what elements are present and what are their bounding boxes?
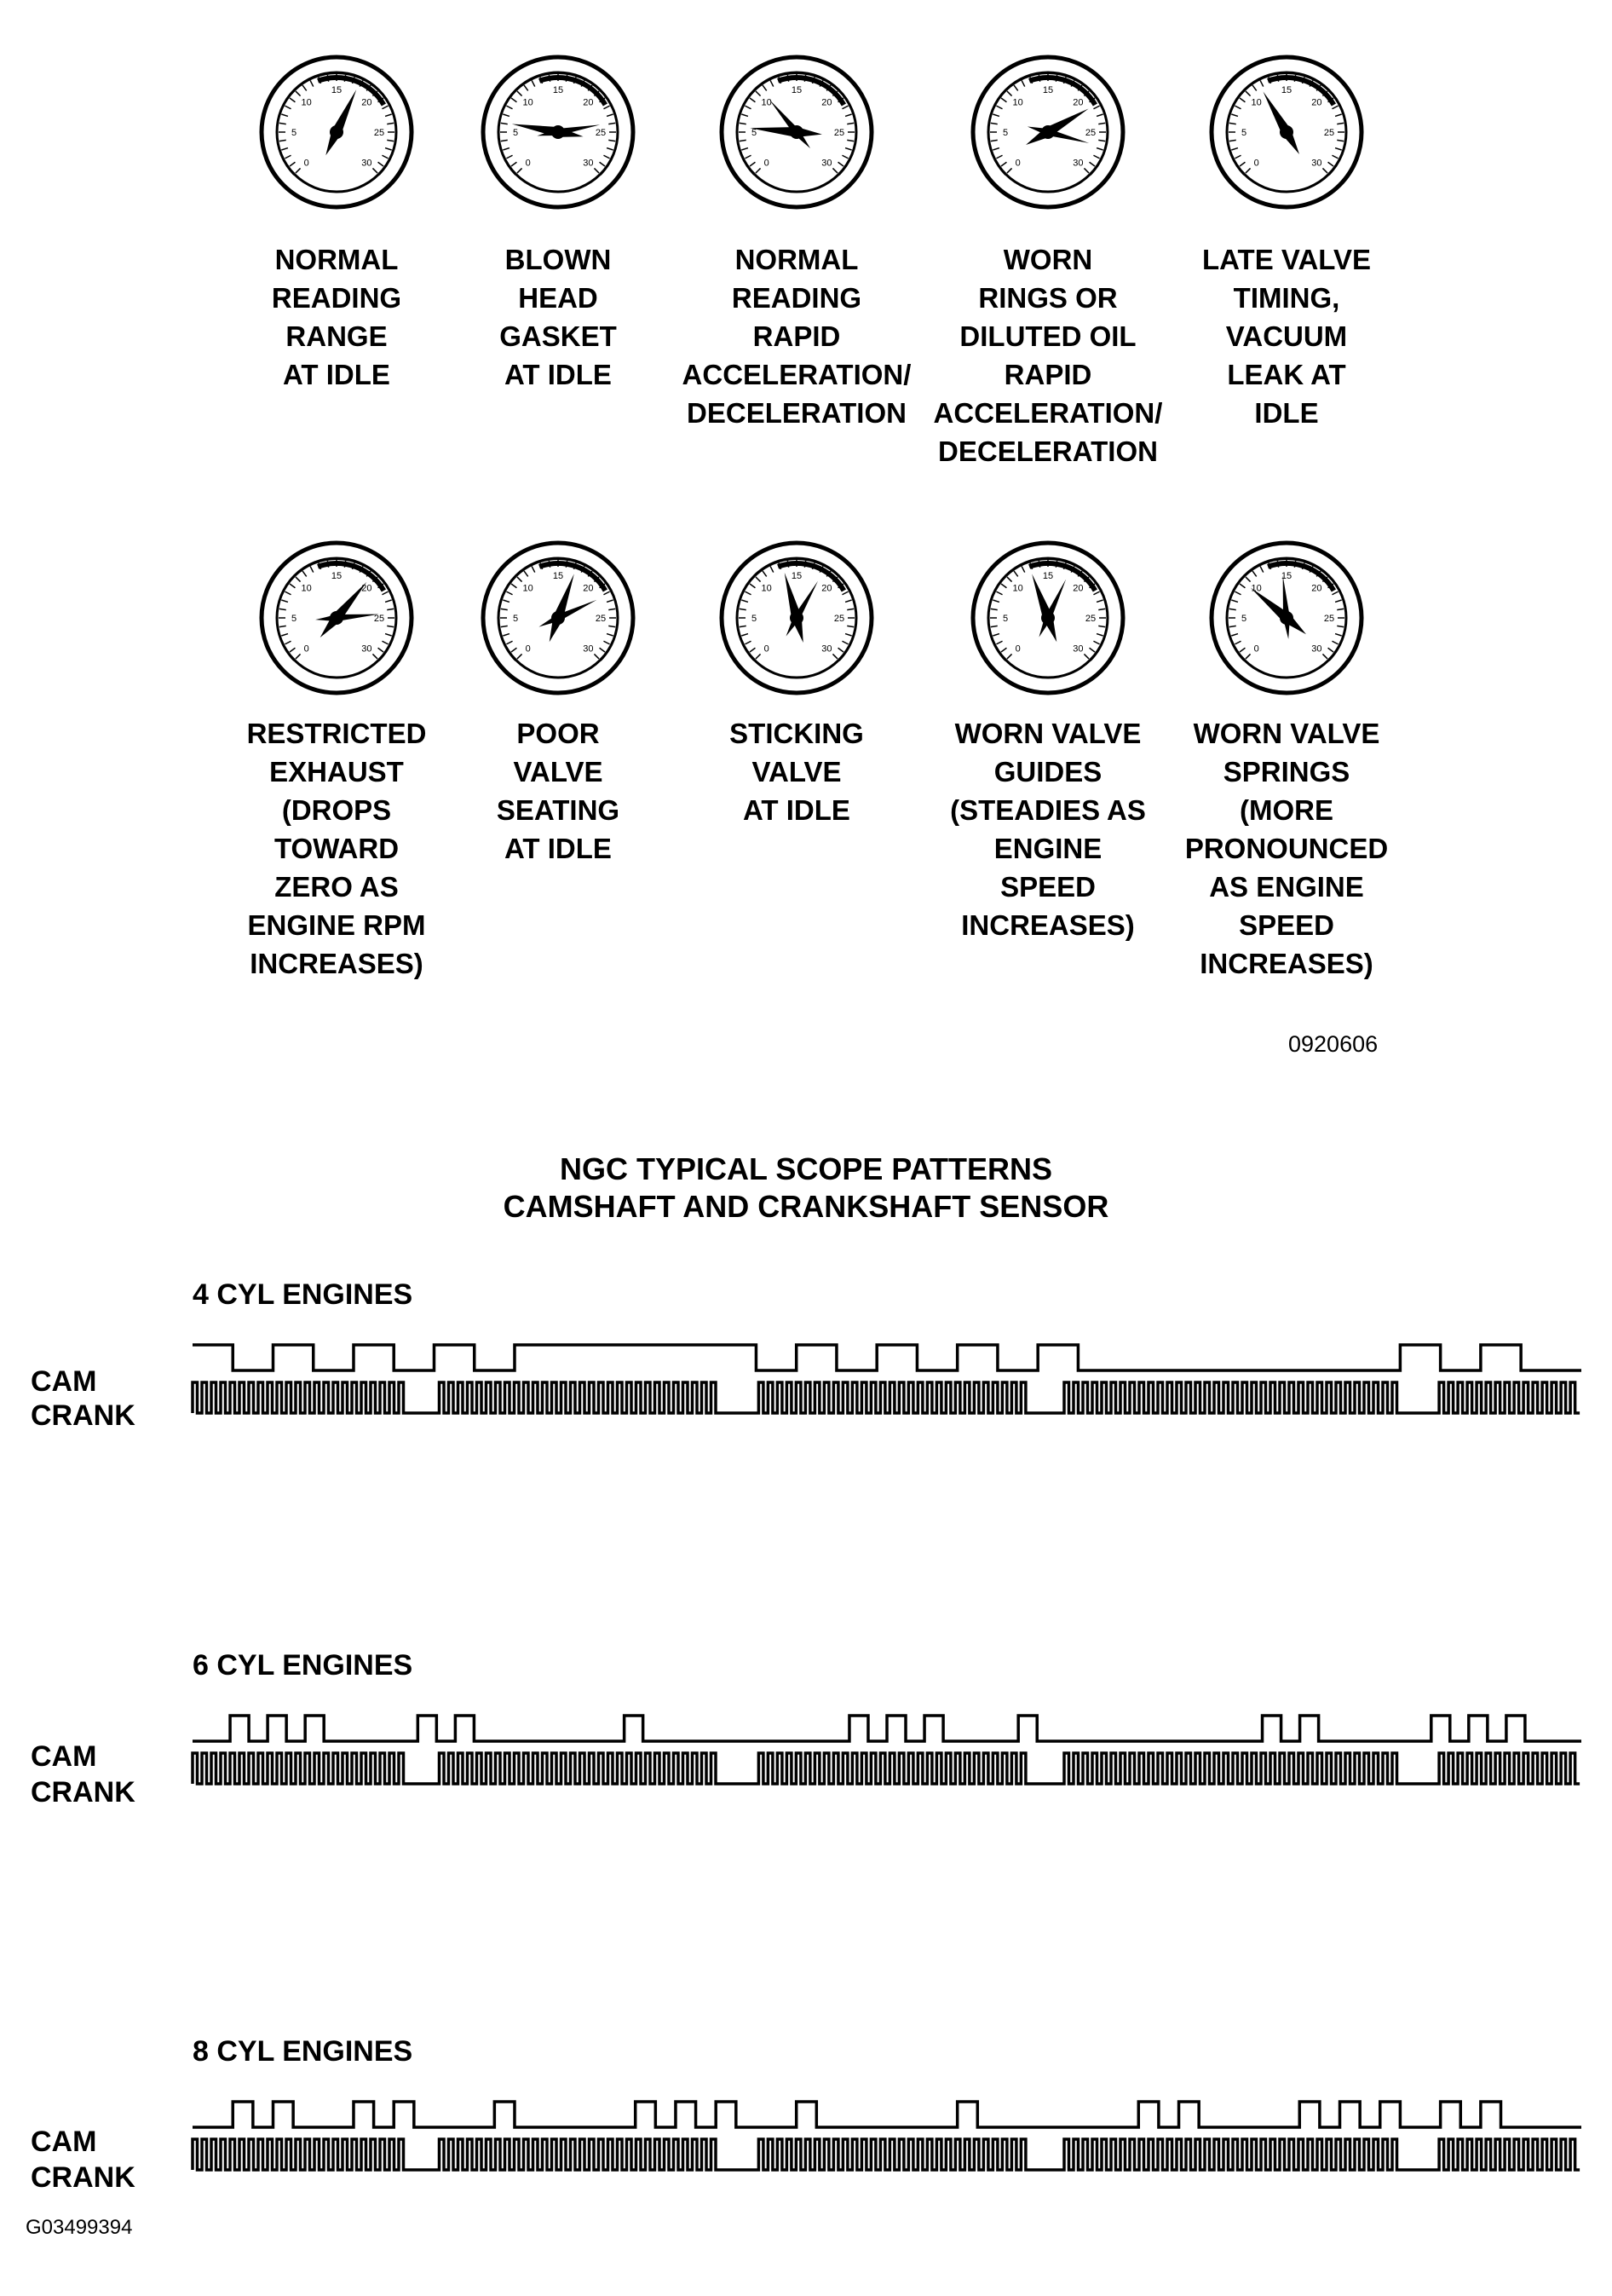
svg-text:25: 25 bbox=[833, 614, 845, 624]
gauge-caption: NORMAL READING RAPID ACCELERATION/ DECELERATION bbox=[682, 244, 912, 429]
gauge-caption: WORN VALVE GUIDES (STEADIES AS ENGINE SPEED INCREASES) bbox=[950, 718, 1146, 941]
section-title-6cyl: 6 CYL ENGINES bbox=[193, 1649, 413, 1682]
svg-text:25: 25 bbox=[373, 614, 385, 624]
svg-text:25: 25 bbox=[1085, 614, 1097, 624]
cam-waveform-8cyl bbox=[193, 2102, 1581, 2127]
svg-text:0: 0 bbox=[763, 158, 769, 169]
svg-text:5: 5 bbox=[1002, 614, 1009, 624]
vacuum-gauge bbox=[477, 51, 639, 213]
gauge-dial-icon bbox=[967, 537, 1129, 699]
svg-text:25: 25 bbox=[595, 128, 607, 138]
svg-text:0: 0 bbox=[1253, 643, 1259, 655]
svg-text:30: 30 bbox=[821, 643, 832, 655]
svg-text:15: 15 bbox=[1042, 571, 1054, 581]
vacuum-gauge bbox=[967, 51, 1129, 213]
svg-text:5: 5 bbox=[291, 614, 297, 624]
cam-label-8cyl: CAM bbox=[31, 2126, 97, 2158]
waveform-4cyl bbox=[193, 1338, 1581, 1423]
svg-text:10: 10 bbox=[1012, 97, 1023, 108]
scope-title-line-2: CAMSHAFT AND CRANKSHAFT SENSOR bbox=[503, 1189, 1109, 1224]
svg-text:20: 20 bbox=[583, 97, 594, 108]
crank-waveform-8cyl bbox=[193, 2139, 1580, 2170]
vacuum-gauge bbox=[256, 537, 417, 699]
svg-text:30: 30 bbox=[361, 158, 372, 169]
svg-text:20: 20 bbox=[821, 583, 832, 594]
vacuum-gauge bbox=[716, 51, 878, 213]
svg-text:5: 5 bbox=[291, 128, 297, 138]
svg-text:10: 10 bbox=[1251, 97, 1262, 108]
section-title-8cyl: 8 CYL ENGINES bbox=[193, 2035, 413, 2068]
section-title-4cyl: 4 CYL ENGINES bbox=[193, 1278, 413, 1311]
gauge-caption: WORN VALVE SPRINGS (MORE PRONOUNCED AS ENGINE SPEED INCREASES) bbox=[1184, 718, 1389, 979]
crank-label-8cyl: CRANK bbox=[31, 2161, 135, 2194]
svg-text:0: 0 bbox=[763, 643, 769, 655]
gauge-dial-icon bbox=[256, 51, 417, 213]
svg-text:20: 20 bbox=[1073, 583, 1084, 594]
svg-text:30: 30 bbox=[1073, 643, 1084, 655]
cam-label-6cyl: CAM bbox=[31, 1740, 97, 1773]
svg-text:20: 20 bbox=[821, 97, 832, 108]
waveform-8cyl bbox=[193, 2095, 1581, 2180]
svg-text:5: 5 bbox=[1241, 128, 1247, 138]
svg-text:15: 15 bbox=[1042, 85, 1054, 95]
crank-waveform-6cyl bbox=[193, 1753, 1580, 1784]
gauge-caption: BLOWN HEAD GASKET AT IDLE bbox=[499, 244, 617, 390]
gauge-caption: WORN RINGS OR DILUTED OIL RAPID ACCELERATION/ DECELERATION bbox=[933, 244, 1163, 467]
cam-waveform-6cyl bbox=[193, 1716, 1581, 1741]
svg-text:0: 0 bbox=[1015, 158, 1021, 169]
svg-text:10: 10 bbox=[761, 583, 772, 594]
cam-waveform-4cyl bbox=[193, 1345, 1581, 1370]
svg-text:20: 20 bbox=[1073, 97, 1084, 108]
svg-text:25: 25 bbox=[595, 614, 607, 624]
gauge-dial-icon bbox=[716, 51, 878, 213]
svg-text:0: 0 bbox=[303, 643, 309, 655]
vacuum-gauge bbox=[1206, 51, 1367, 213]
svg-text:15: 15 bbox=[1281, 85, 1292, 95]
svg-text:25: 25 bbox=[1085, 128, 1097, 138]
svg-text:0: 0 bbox=[1015, 643, 1021, 655]
svg-text:10: 10 bbox=[301, 97, 312, 108]
scope-title-line-1: NGC TYPICAL SCOPE PATTERNS bbox=[559, 1151, 1053, 1186]
gauge-caption: NORMAL READING RANGE AT IDLE bbox=[271, 244, 402, 390]
gauge-dial-icon bbox=[256, 537, 417, 699]
svg-text:0: 0 bbox=[1253, 158, 1259, 169]
crank-label-6cyl: CRANK bbox=[31, 1776, 135, 1809]
svg-text:30: 30 bbox=[821, 158, 832, 169]
svg-text:20: 20 bbox=[361, 97, 372, 108]
svg-text:30: 30 bbox=[1311, 643, 1322, 655]
svg-text:30: 30 bbox=[583, 158, 594, 169]
scope-figure-id: G03499394 bbox=[26, 2216, 133, 2239]
svg-text:0: 0 bbox=[525, 158, 531, 169]
svg-text:5: 5 bbox=[1241, 614, 1247, 624]
svg-text:15: 15 bbox=[331, 85, 343, 95]
gauge-caption: POOR VALVE SEATING AT IDLE bbox=[496, 718, 620, 864]
svg-text:10: 10 bbox=[761, 97, 772, 108]
cam-label-4cyl: CAM bbox=[31, 1365, 97, 1398]
svg-text:10: 10 bbox=[301, 583, 312, 594]
svg-text:10: 10 bbox=[522, 97, 533, 108]
svg-text:15: 15 bbox=[791, 85, 803, 95]
svg-text:15: 15 bbox=[552, 571, 564, 581]
gauge-figure-id: 0920606 bbox=[1288, 1031, 1379, 1057]
svg-text:10: 10 bbox=[1251, 583, 1262, 594]
gauge-caption: STICKING VALVE AT IDLE bbox=[729, 718, 864, 826]
vacuum-gauge bbox=[477, 537, 639, 699]
vacuum-gauge bbox=[256, 51, 417, 213]
svg-text:30: 30 bbox=[361, 643, 372, 655]
gauge-dial-icon bbox=[477, 51, 639, 213]
svg-text:5: 5 bbox=[512, 128, 519, 138]
svg-text:10: 10 bbox=[522, 583, 533, 594]
svg-text:0: 0 bbox=[303, 158, 309, 169]
svg-text:20: 20 bbox=[361, 583, 372, 594]
gauge-dial-icon bbox=[1206, 51, 1367, 213]
svg-text:25: 25 bbox=[833, 128, 845, 138]
svg-text:5: 5 bbox=[1002, 128, 1009, 138]
svg-text:30: 30 bbox=[1073, 158, 1084, 169]
crank-waveform-4cyl bbox=[193, 1382, 1580, 1413]
svg-text:30: 30 bbox=[583, 643, 594, 655]
svg-text:0: 0 bbox=[525, 643, 531, 655]
waveform-6cyl bbox=[193, 1709, 1581, 1794]
svg-text:20: 20 bbox=[1311, 583, 1322, 594]
svg-text:20: 20 bbox=[1311, 97, 1322, 108]
svg-text:10: 10 bbox=[1012, 583, 1023, 594]
svg-text:5: 5 bbox=[751, 128, 757, 138]
svg-text:25: 25 bbox=[1323, 128, 1335, 138]
gauge-dial-icon bbox=[716, 537, 878, 699]
svg-text:15: 15 bbox=[1281, 571, 1292, 581]
svg-text:30: 30 bbox=[1311, 158, 1322, 169]
svg-text:15: 15 bbox=[791, 571, 803, 581]
gauge-caption: LATE VALVE TIMING, VACUUM LEAK AT IDLE bbox=[1202, 244, 1371, 429]
vacuum-gauge bbox=[967, 537, 1129, 699]
svg-text:15: 15 bbox=[552, 85, 564, 95]
gauge-dial-icon bbox=[1206, 537, 1367, 699]
svg-text:5: 5 bbox=[751, 614, 757, 624]
svg-text:25: 25 bbox=[373, 128, 385, 138]
svg-text:15: 15 bbox=[331, 571, 343, 581]
crank-label-4cyl: CRANK bbox=[31, 1399, 135, 1432]
gauge-caption: RESTRICTED EXHAUST (DROPS TOWARD ZERO AS ENGINE RPM INCREASES) bbox=[246, 718, 427, 979]
svg-text:25: 25 bbox=[1323, 614, 1335, 624]
gauge-dial-icon bbox=[967, 51, 1129, 213]
gauge-dial-icon bbox=[477, 537, 639, 699]
vacuum-gauge bbox=[716, 537, 878, 699]
vacuum-gauge bbox=[1206, 537, 1367, 699]
svg-text:5: 5 bbox=[512, 614, 519, 624]
svg-text:20: 20 bbox=[583, 583, 594, 594]
